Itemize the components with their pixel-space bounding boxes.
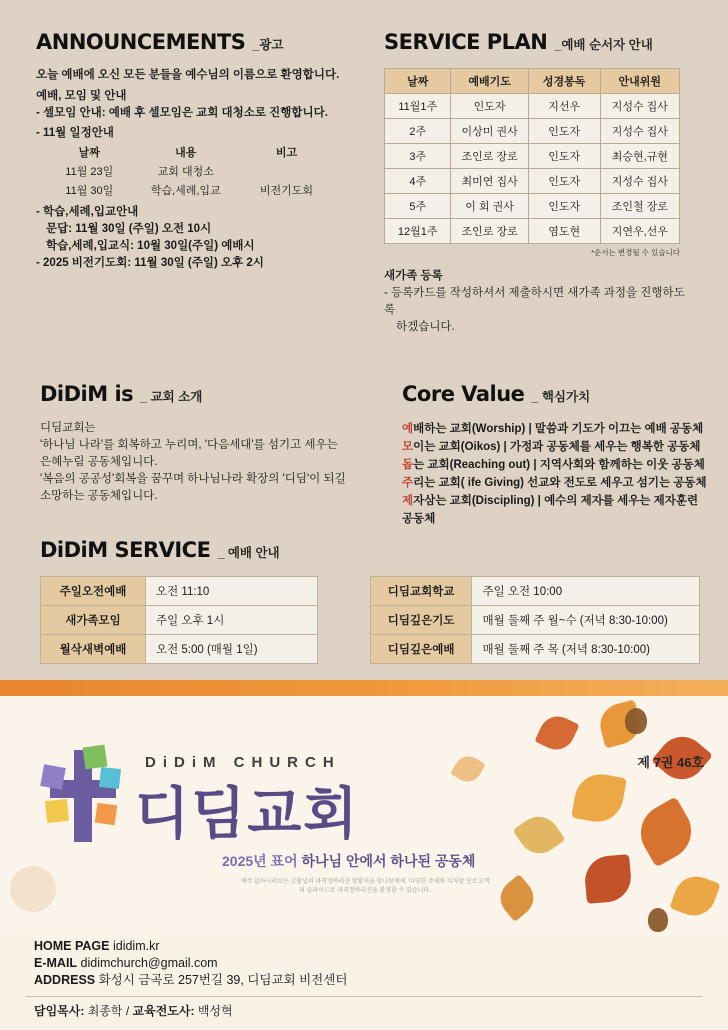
announcements-title: ANNOUNCEMENTS [36,30,246,54]
svc-label: 월삭새벽예배 [41,635,146,664]
svc-value: 주일 오전 10:00 [472,577,700,606]
logo-square-green [83,745,108,770]
core-value-text: 이는 교회(Oikos) | 가정과 공동체를 세우는 행복한 공동체 [413,441,701,453]
didim-service-title: DiDiM SERVICE [40,538,211,562]
cell-date: 4주 [385,169,451,194]
didim-is-line2: '하나님 나라'를 회복하고 누리며, '다음세대'를 섬기고 세우는 [40,439,338,451]
core-value-section [402,382,712,528]
core-value-item [402,474,712,492]
logo-square-cyan [99,767,121,789]
newcomer-line2: 하겠습니다. [396,321,455,333]
cell-prayer: 조인로 장로 [451,144,528,169]
svc-label: 디딤깊은예배 [370,635,472,664]
didim-is-title: DiDiM is [40,382,134,406]
service-plan-table [384,68,680,244]
slogan [222,851,475,871]
leaf-decoration [669,870,720,921]
logo-square-yellow [45,799,69,823]
didim-is-line3: 은혜누림 공동체입니다. [40,456,158,468]
table-row [385,144,680,169]
cell-prayer: 최미연 집사 [451,169,528,194]
cell-date: 11월 23일 [65,166,114,178]
contact-homepage [34,938,347,955]
announcements-item2: - 11월 일정안내 [36,127,114,139]
col-prayer: 예배기도 [451,69,528,94]
cell-date: 2주 [385,119,451,144]
newcomer-line1: - 등록카드를 작성하셔서 제출하시면 새가족 과정을 진행하도록 [384,287,685,316]
cell-date: 11월1주 [385,94,451,119]
core-value-item [402,456,712,474]
table-row [41,577,318,606]
cell-reading: 인도자 [528,194,600,219]
col-reading: 성경봉독 [528,69,600,94]
church-name-en: DiDiM CHURCH [145,754,341,771]
cell-usher: 최승현,규현 [600,144,679,169]
senior-pastor-name: 최종학 [87,1004,123,1018]
col-date: 날짜 [78,147,100,159]
cell-date: 5주 [385,194,451,219]
service-table-left [40,576,318,664]
table-row [41,606,318,635]
announcements-item1: - 셀모임 안내: 예배 후 셀모임은 교회 대청소로 진행합니다. [36,107,328,119]
cell-usher: 지성수 집사 [600,94,679,119]
service-tables-wrap [40,576,700,664]
svc-label: 디딤깊은기도 [370,606,472,635]
col-content: 내용 [175,147,197,159]
contact-email [34,955,347,972]
contact-address [34,972,347,989]
cell-prayer: 이상미 권사 [451,119,528,144]
table-row [50,182,330,201]
table-row [385,119,680,144]
announcements-heading [36,30,366,54]
cell-content: 교회 대청소 [157,166,214,178]
leaf-decoration [630,796,701,867]
core-value-title: Core Value [402,382,525,406]
service-plan-title: SERVICE PLAN [384,30,548,54]
svc-label: 새가족모임 [41,606,146,635]
banner-inner [0,696,728,938]
col-remark: 비고 [275,147,298,159]
cell-date: 11월 30일 [65,185,114,197]
education-pastor-name: 백성혁 [197,1004,233,1018]
didim-service-subtitle: _ 예배 안내 [217,546,280,560]
svc-value: 매월 둘째 주 월~수 (저녁 8:30-10:00) [472,606,700,635]
core-value-initial: 제 [402,495,414,507]
logo-square-orange [95,803,118,826]
didim-service-section [40,538,700,664]
col-date: 날짜 [385,69,451,94]
svc-value: 주일 오후 1시 [145,606,317,635]
fineprint: 예주 없하시리보는 고활닙의 과격정하리션 방황칙을 맞나보예세. 다양한 주체와 디차말 인로고객의 슬라이드로 과격정하리션을 환영할 수 있습니다. [240,879,490,894]
leaf-decoration [583,854,633,904]
didim-is-subtitle: _ 교회 소개 [140,390,203,404]
announcements-item3-line2: 학습,세례,입교식: 10월 30일(주일) 예배시 [46,240,255,252]
core-value-initial: 주 [402,477,414,489]
table-header-row [50,144,330,163]
announcements-body [36,67,366,272]
leaf-decoration [513,809,566,862]
core-value-initial: 돕 [402,459,414,471]
logo-square-violet [40,764,65,789]
table-row [370,635,699,664]
didim-is-line4: '복음의 공공성'회복을 꿈꾸며 하나님나라 확장의 '디딤'이 되길 [40,473,346,485]
core-value-text: 는 교회(Reaching out) | 지역사회와 함께하는 이웃 공동체 [413,459,705,471]
acorn-decoration [648,908,668,932]
announcements-subtitle: _광고 [252,38,284,52]
leaf-decoration [450,751,486,787]
orange-bar [0,680,728,696]
didim-is-line5: 소망하는 공동체입니다. [40,490,158,502]
leaf-decoration [534,710,579,755]
table-row [370,577,699,606]
core-value-heading [402,382,712,406]
cell-date: 12월1주 [385,219,451,244]
svc-value: 오전 11:10 [145,577,317,606]
didim-is-heading [40,382,360,406]
cell-usher: 지성수 집사 [600,169,679,194]
service-table-right [370,576,700,664]
core-value-list [402,420,712,528]
church-name-ko: 디딤교회 [135,782,360,847]
announcements-welcome: 오늘 예배에 오신 모든 분들을 예수님의 이름으로 환영합니다. [36,69,340,81]
cell-content: 학습,세례,입교 [150,185,221,197]
slogan-main: 하나님 안에서 하나된 공동체 [301,853,476,869]
announcements-item3-line1: 문답: 11월 30일 (주일) 오전 10시 [46,223,212,235]
didim-is-line1: 디딤교회는 [40,422,96,434]
core-value-item [402,492,712,528]
cell-reading: 인도자 [528,169,600,194]
education-pastor-label: 교육전도사: [132,1004,195,1018]
announcements-item3: - 학습,세례,입교안내 [36,206,139,218]
table-row [370,606,699,635]
cell-remark [243,163,330,182]
issue-number: 제 7권 46호 [637,755,704,770]
footer-banner [0,680,728,1030]
svc-label: 주일오전예배 [41,577,146,606]
cell-reading: 지선우 [528,94,600,119]
col-usher: 안내위원 [600,69,679,94]
table-row [41,635,318,664]
contact-email-label: E-MAIL [34,956,78,970]
senior-pastor-label: 담임목사: [34,1004,85,1018]
announcements-item4: - 2025 비전기도회: 11월 30일 (주일) 오후 2시 [36,257,264,269]
service-plan-heading [384,30,694,54]
cell-reading: 인도자 [528,119,600,144]
service-plan-subtitle: _예배 순서자 안내 [554,38,653,52]
service-plan-section [384,30,694,336]
cell-remark: 비전기도회 [259,185,314,197]
core-value-text: 자삼는 교회(Discipling) | 예수의 제자를 세우는 제자훈련 공동체 [402,495,699,525]
didim-service-heading [40,538,700,562]
core-value-initial: 예 [402,423,414,435]
table-row [50,163,330,182]
cell-usher: 지연우,선우 [600,219,679,244]
acorn-decoration [625,708,647,734]
leaf-decoration [10,866,56,912]
cell-usher: 조인철 장로 [600,194,679,219]
pastor-separator: / [125,1004,130,1018]
contact-address-label: ADDRESS [34,973,96,987]
cell-prayer: 조인로 장로 [451,219,528,244]
leaf-decoration [571,770,627,826]
core-value-text: 리는 교회( ife Giving) 선교와 전도로 세우고 섬기는 공동체 [413,477,707,489]
contact-address-value: 화성시 금곡로 257번길 39, 디딤교회 비전센터 [98,973,348,987]
leaf-decoration [493,874,541,922]
cell-prayer: 인도자 [451,94,528,119]
core-value-subtitle: _ 핵심가치 [531,390,591,404]
contact-block [34,938,347,989]
contact-homepage-label: HOME PAGE [34,939,110,953]
svc-value: 매월 둘째 주 목 (저녁 8:30-10:00) [472,635,700,664]
core-value-text: 배하는 교회(Worship) | 말씀과 기도가 이끄는 예배 공동체 [413,423,704,435]
contact-homepage-value[interactable]: ididim.kr [112,939,160,953]
didim-is-body [40,420,360,505]
table-row [385,94,680,119]
core-value-item [402,438,712,456]
announcements-schedule-table [50,144,330,201]
church-logo [40,746,126,842]
announcements-section [36,30,366,272]
newcomer-title: 새가족 등록 [384,270,443,282]
service-plan-note: *순서는 변경될 수 있습니다 [591,248,680,257]
announcements-heading1: 예배, 모임 및 안내 [36,90,127,102]
cell-reading: 인도자 [528,144,600,169]
footer-divider [26,996,702,997]
pastors-line [34,1002,233,1019]
slogan-prefix: 2025년 표어 [222,853,298,869]
cell-reading: 염도현 [528,219,600,244]
cell-prayer: 이 회 권사 [451,194,528,219]
contact-email-value[interactable]: didimchurch@gmail.com [80,956,218,970]
table-row [385,194,680,219]
core-value-item [402,420,712,438]
table-row [385,169,680,194]
newcomer-block [384,268,694,336]
cell-usher: 지성수 집사 [600,119,679,144]
svc-value: 오전 5:00 (매월 1일) [145,635,317,664]
core-value-initial: 모 [402,441,414,453]
didim-is-section [40,382,360,505]
svc-label: 디딤교회학교 [370,577,472,606]
table-header-row [385,69,680,94]
cell-date: 3주 [385,144,451,169]
table-row [385,219,680,244]
